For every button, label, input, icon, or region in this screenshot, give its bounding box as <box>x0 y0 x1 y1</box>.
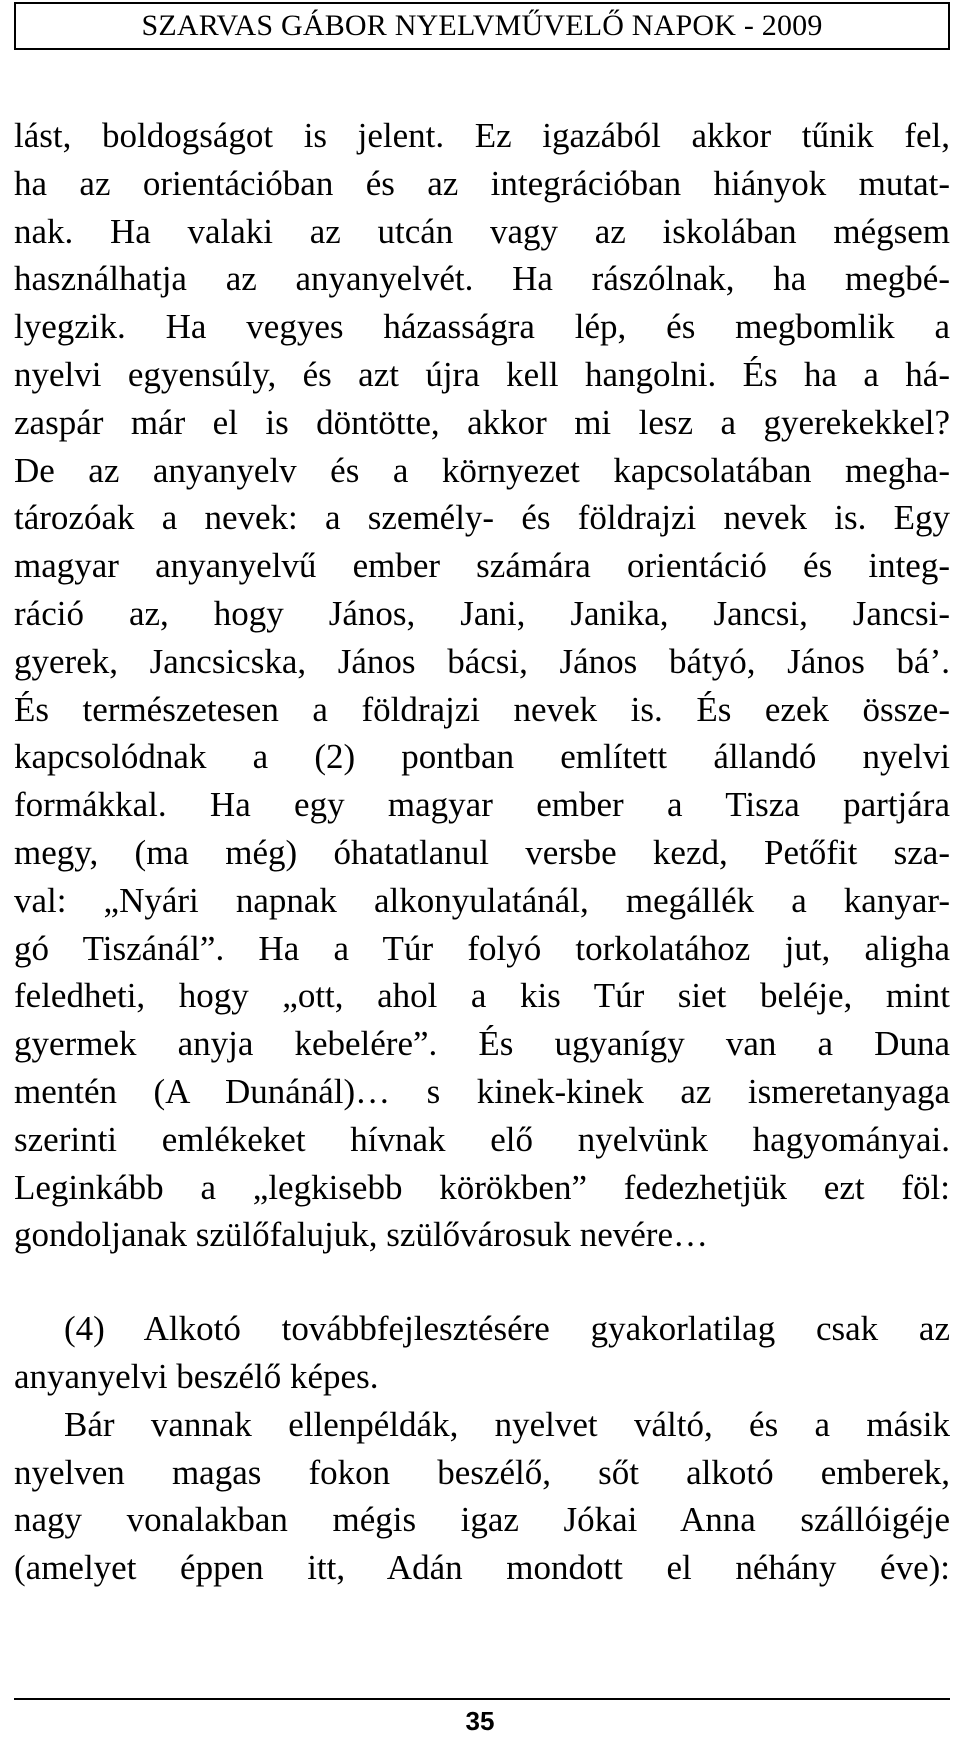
text-line: gó Tiszánál”. Ha a Túr folyó torkolatához jut, aligha <box>14 928 950 968</box>
text-line: anyanyelvi beszélő képes. <box>14 1356 379 1396</box>
paragraph-1 <box>14 112 950 1259</box>
text-line: formákkal. Ha egy magyar ember a Tisza partjára <box>14 785 950 825</box>
text-line: megy, (ma még) óhatatlanul versbe kezd, Petőfit sza- <box>14 832 950 872</box>
text-line: (amelyet éppen itt, Adán mondott el néhány éve): <box>14 1548 950 1588</box>
text-line: gondoljanak szülőfalujuk, szülővárosuk nevére… <box>14 1215 708 1255</box>
text-line: ráció az, hogy János, Jani, Janika, Jancsi, Jancsi- <box>14 593 950 633</box>
text-line: val: „Nyári napnak alkonyulatánál, megállék a kanyar- <box>14 880 950 920</box>
text-line: lyegzik. Ha vegyes házasságra lép, és megbomlik a <box>14 307 950 347</box>
section-gap <box>14 1259 950 1305</box>
page-body <box>14 112 950 1592</box>
text-line: Bár vannak ellenpéldák, nyelvet váltó, és a másik <box>64 1404 950 1444</box>
running-header <box>14 2 950 50</box>
page-number: 35 <box>465 1706 495 1736</box>
header-title: SZARVAS GÁBOR NYELVMŰVELŐ NAPOK - 2009 <box>141 9 823 42</box>
text-line: nyelvi egyensúly, és azt újra kell hangolni. És ha a há- <box>14 354 950 394</box>
text-line: tározóak a nevek: a személy- és földrajzi nevek is. Egy <box>14 498 950 538</box>
text-line: gyermek anyja kebelére”. És ugyanígy van a Duna <box>14 1024 950 1064</box>
text-line: De az anyanyelv és a környezet kapcsolatában megha- <box>14 450 950 490</box>
text-line: lást, boldogságot is jelent. Ez igazából akkor tűnik fel, <box>14 116 950 155</box>
text-line: magyar anyanyelvű ember számára orientáció és integ- <box>14 546 950 586</box>
text-line: (4) Alkotó továbbfejlesztésére gyakorlatilag csak az <box>64 1309 950 1349</box>
text-line: szerinti emlékeket hívnak elő nyelvünk hagyományai. <box>14 1119 950 1159</box>
section-4-heading <box>14 1305 950 1401</box>
text-line: zaspár már el is döntötte, akkor mi lesz a gyerekekkel? <box>14 402 950 442</box>
text-line: Leginkább a „legkisebb körökben” fedezhetjük ezt föl: <box>14 1167 950 1207</box>
text-line: kapcsolódnak a (2) pontban említett állandó nyelvi <box>14 737 950 777</box>
paragraph-2 <box>14 1401 950 1592</box>
text-line: feledheti, hogy „ott, ahol a kis Túr siet beléje, mint <box>14 976 950 1016</box>
text-line: gyerek, Jancsicska, János bácsi, János bátyó, János bá’. <box>14 641 950 681</box>
footer-rule <box>14 1698 950 1700</box>
text-line: ha az orientációban és az integrációban hiányok mutat- <box>14 163 950 203</box>
text-line: mentén (A Dunánál)… s kinek-kinek az ismeretanyaga <box>14 1071 950 1111</box>
text-line: nyelven magas fokon beszélő, sőt alkotó emberek, <box>14 1452 950 1492</box>
text-line: nak. Ha valaki az utcán vagy az iskolában mégsem <box>14 211 950 251</box>
text-line: nagy vonalakban mégis igaz Jókai Anna szállóigéje <box>14 1500 950 1540</box>
text-line: És természetesen a földrajzi nevek is. És ezek össze- <box>14 689 950 729</box>
text-line: használhatja az anyanyelvét. Ha rászólnak, ha megbé- <box>14 259 950 299</box>
